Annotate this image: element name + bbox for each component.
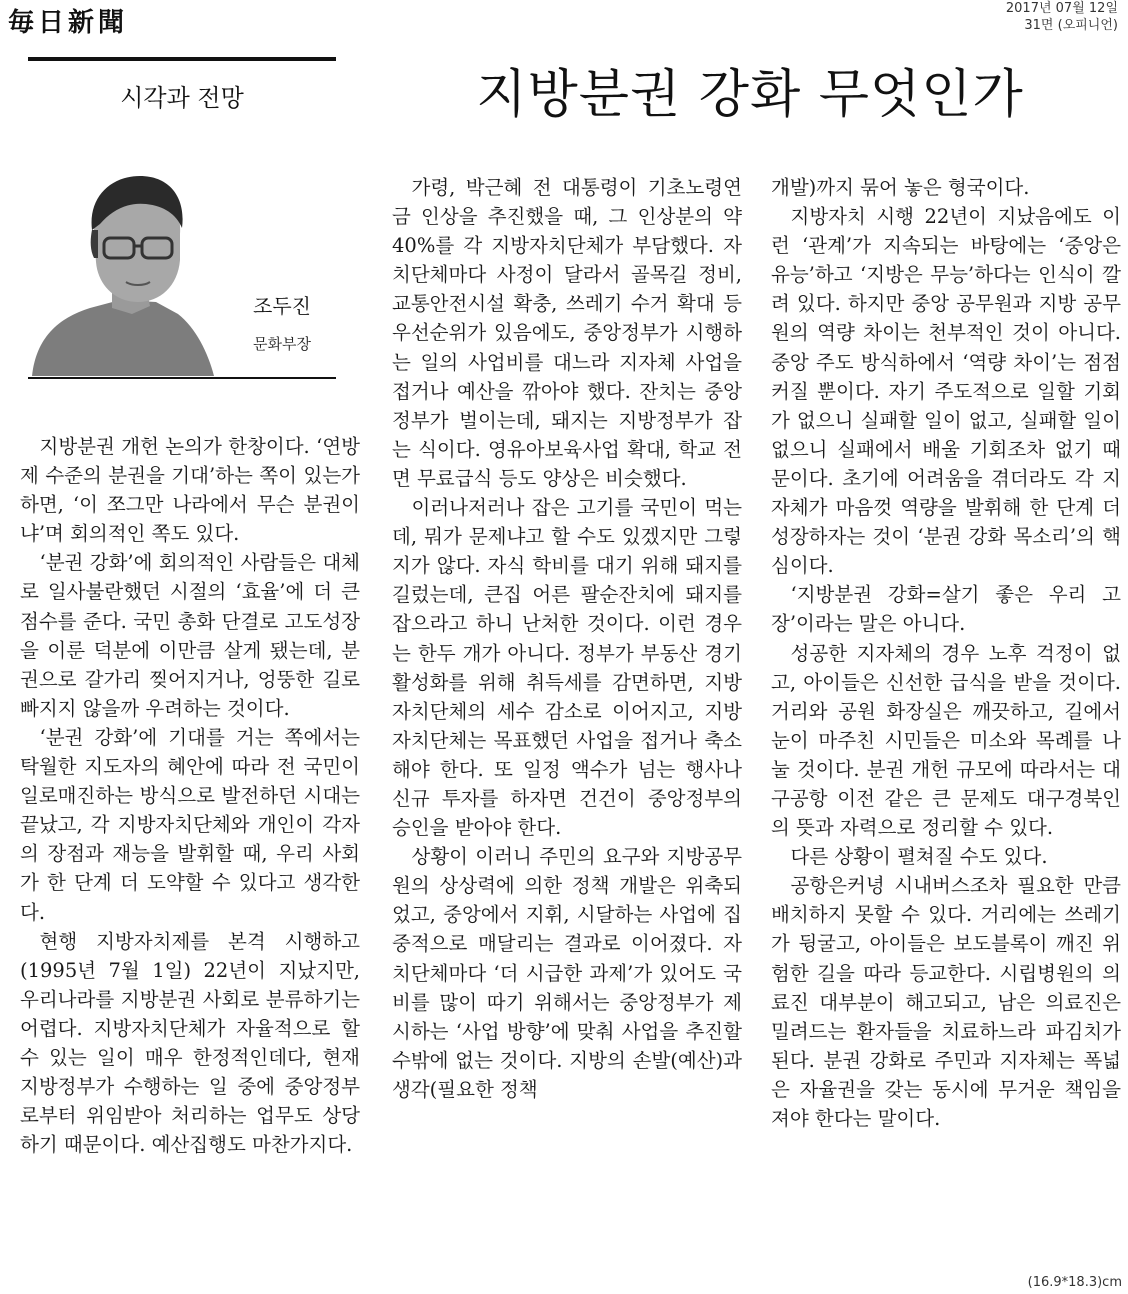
column-name: 시각과 전망 xyxy=(120,84,244,112)
paragraph: ‘지방분권 강화=살기 좋은 우리 고장’이라는 말은 아니다. xyxy=(771,583,1121,636)
dateline xyxy=(1006,0,1118,34)
headline: 지방분권 강화 무엇인가 xyxy=(476,65,1024,125)
paragraph: ‘분권 강화’에 회의적인 사람들은 대체로 일사불란했던 시절의 ‘효율’에 더 큰 점수를 준다. 국민 총화 단결로 고도성장을 이룬 덕분에 이만큼 살게 됐는데, 분권으로 갈가리 찢어지거나, 엉뚱한 길로 빠지지 않을까 우려하는 것이다. xyxy=(20,551,360,720)
body-column-3 xyxy=(771,173,1121,1133)
paragraph: ‘분권 강화’에 기대를 거는 쪽에서는 탁월한 지도자의 혜안에 따라 전 국민이 일로매진하는 방식으로 발전하던 시대는 끝났고, 각 지방자치단체와 개인이 각자의 장점과 재능을 발휘할 때, 우리 사회가 한 단계 더 도약할 수 있다고 생각한다. xyxy=(20,725,360,924)
paragraph: 지방분권 개헌 논의가 한창이다. ‘연방제 수준의 분권을 기대’하는 쪽이 있는가 하면, ‘이 쪼그만 나라에서 무슨 분권이냐’며 회의적인 쪽도 있다. xyxy=(20,435,360,546)
author-title: 문화부장 xyxy=(253,335,311,353)
newspaper-masthead: 毎日新聞 xyxy=(8,8,129,38)
paragraph-continued: 개발)까지 묶어 놓은 형국이다. xyxy=(771,176,1030,199)
author-name: 조두진 xyxy=(253,294,311,318)
column-rule xyxy=(28,57,336,61)
author-byline xyxy=(232,290,332,354)
publication-date: 2017년 07월 12일 xyxy=(1005,1,1118,16)
body-column-1 xyxy=(20,432,360,1159)
article-size-note: (16.9*18.3)cm xyxy=(1027,1275,1122,1290)
page-section: 31면 (오피니언) xyxy=(1024,18,1118,33)
paragraph: 이러나저러나 잡은 고기를 국민이 먹는데, 뭐가 문제냐고 할 수도 있겠지만 그렇지가 않다. 자식 학비를 대기 위해 돼지를 길렀는데, 큰집 어른 팔순잔치에 돼지를 잡으라고 하니 난처한 것이다. 이런 경우는 한두 개가 아니다. 정부가 부동산 경기 활성화를 위해 취득세를 감면하면, 지방자치단체의 세수 감소로 이어지고, 지방자치단체는 목표했던 사업을 접거나 축소해야 한다. 또 일정 액수가 넘는 행사나 신규 투자를 하자면 건건이 중앙정부의 승인을 받아야 한다. xyxy=(392,496,742,840)
paragraph: 현행 지방자치제를 본격 시행하고 (1995년 7월 1일) 22년이 지났지만, 우리나라를 지방분권 사회로 분류하기는 어렵다. 지방자치단체가 자율적으로 할 수 있는 일이 매우 한정적인데다, 현재 지방정부가 수행하는 일 중에 중앙정부로부터 위임받아 처리하는 업무도 상당하기 때문이다. 예산집행도 마찬가지다. xyxy=(20,929,360,1157)
paragraph: 공항은커녕 시내버스조차 필요한 만큼 배치하지 못할 수 있다. 거리에는 쓰레기가 뒹굴고, 아이들은 보도블록이 깨진 위험한 길을 따라 등교한다. 시립병원의 의료진 대부분이 해고되고, 남은 의료진은 밀려드는 환자들을 치료하느라 파김치가 된다. 분권 강화로 주민과 지자체는 폭넓은 자율권을 갖는 동시에 무거운 책임을 져야 한다는 말이다. xyxy=(771,874,1121,1130)
paragraph: 성공한 지자체의 경우 노후 걱정이 없고, 아이들은 신선한 급식을 받을 것이다. 거리와 공원 화장실은 깨끗하고, 길에서 눈이 마주친 시민들은 미소와 목례를 나눌 것이다. 분권 개헌 규모에 따라서는 대구공항 이전 같은 큰 문제도 대구경북인의 뜻과 자력으로 정리할 수 있다. xyxy=(771,641,1121,840)
paragraph: 다른 상황이 펼쳐질 수도 있다. xyxy=(790,845,1048,869)
paragraph: 가령, 박근혜 전 대통령이 기초노령연금 인상을 추진했을 때, 그 인상분의 약 40%를 각 지방자치단체가 부담했다. 자치단체마다 사정이 달라서 골목길 정비, 교통안전시설 확충, 쓰레기 수거 확대 등 우선순위가 있음에도, 중앙정부가 시행하는 일의 사업비를 대느라 지자체 사업을 접거나 예산을 깎아야 했다. 잔치는 중앙정부가 벌이는데, 돼지는 지방정부가 잡는 식이다. 영유아보육사업 확대, 학교 전면 무료급식 등도 양상은 비슷했다. xyxy=(392,176,742,490)
paragraph: 상황이 이러니 주민의 요구와 지방공무원의 상상력에 의한 정책 개발은 위축되었고, 중앙에서 지휘, 시달하는 사업에 집중적으로 매달리는 결과로 이어졌다. 자치단체마다 ‘더 시급한 과제’가 있어도 국비를 많이 따기 위해서는 중앙정부가 제시하는 ‘사업 방향’에 맞춰 사업을 추진할 수밖에 없는 것이다. 지방의 손발(예산)과 생각(필요한 정책 xyxy=(392,845,742,1101)
paragraph: 지방자치 시행 22년이 지났음에도 이런 ‘관계’가 지속되는 바탕에는 ‘중앙은 유능’하고 ‘지방은 무능’하다는 인식이 깔려 있다. 하지만 중앙 공무원과 지방 공무원의 역량 차이는 천부적인 것이 아니다. 중앙 주도 방식하에서 ‘역량 차이’는 점점 커질 뿐이다. 자기 주도적으로 일할 기회가 없으니 실패할 일이 없고, 실패할 일이 없으니 실패에서 배울 기회조차 없기 때문이다. 초기에 어려움을 겪더라도 각 지자체가 마음껏 역량을 발휘해 한 단계 더 성장하자는 것이 ‘분권 강화 목소리’의 핵심이다. xyxy=(771,205,1121,578)
photo-rule xyxy=(28,377,336,379)
author-photo xyxy=(28,168,228,376)
body-column-2 xyxy=(392,173,742,1104)
